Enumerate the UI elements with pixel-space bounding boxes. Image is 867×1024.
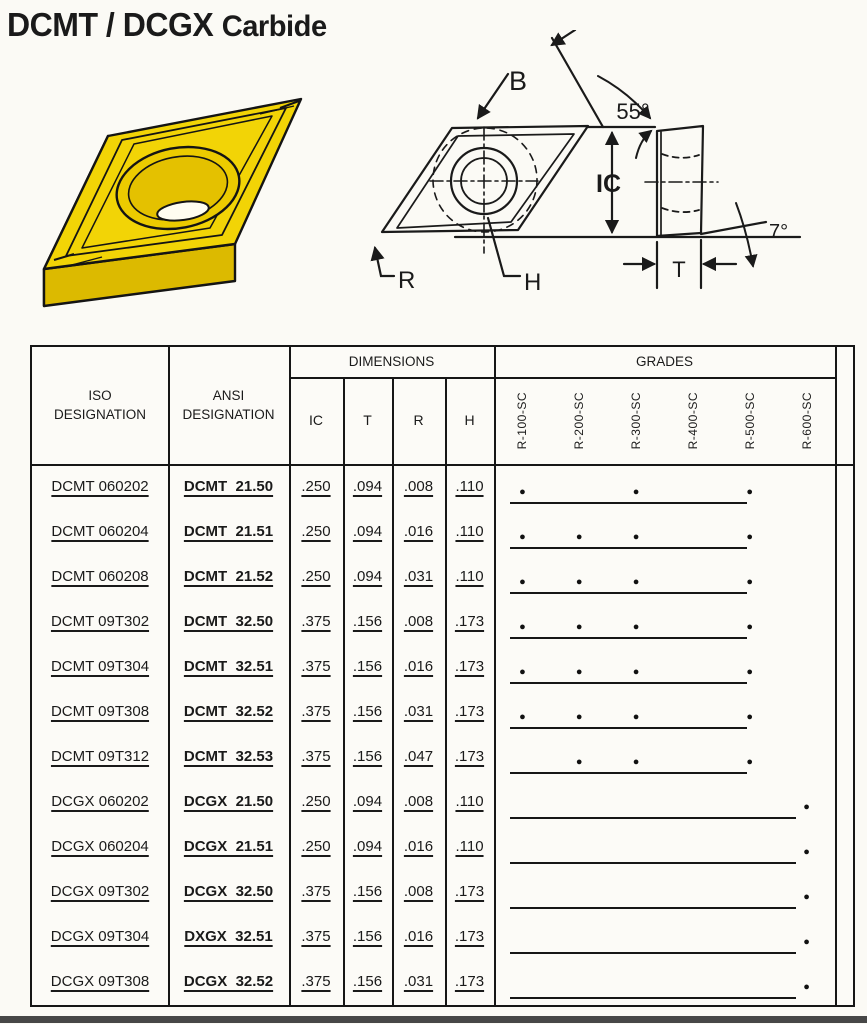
- dim-r: .031: [403, 703, 434, 720]
- grade-dot: ●: [803, 845, 810, 858]
- grade-underline: [510, 547, 747, 549]
- header-ic: IC: [309, 412, 323, 429]
- grade-dot: ●: [575, 620, 583, 633]
- grade-dot: ●: [519, 620, 526, 633]
- title-part-models: DCMT / DCGX: [7, 6, 222, 43]
- grade-underline: [510, 997, 796, 999]
- dim-t: .094: [352, 568, 383, 585]
- grade-availability: [494, 734, 835, 779]
- iso-designation: DCMT 060204: [51, 523, 149, 540]
- table-row: [32, 914, 853, 959]
- insert-photo: [18, 58, 358, 328]
- grade-dot: ●: [519, 665, 526, 678]
- grade-underline: [510, 862, 796, 864]
- iso-designation: DCMT 09T312: [50, 748, 150, 765]
- iso-designation: DCMT 060208: [51, 568, 149, 585]
- front-view: [382, 126, 588, 253]
- dim-ic: .375: [301, 928, 331, 945]
- grade-dot: ●: [746, 755, 754, 768]
- dim-ic: .250: [301, 523, 331, 540]
- grade-dot: ●: [575, 665, 583, 678]
- dim-h: .110: [455, 568, 484, 585]
- dim-t: .156: [352, 748, 383, 765]
- ansi-designation: DCMT 21.51: [183, 523, 274, 540]
- grade-dot: ●: [575, 710, 583, 723]
- header-iso: ISO DESIGNATION: [53, 388, 146, 422]
- dim-ic: .250: [301, 478, 331, 495]
- dim-t: .156: [352, 973, 383, 990]
- grade-availability: [494, 554, 835, 599]
- table-row: [32, 734, 853, 779]
- ansi-designation: DCMT 32.53: [183, 748, 274, 765]
- table-row: [32, 464, 853, 509]
- grade-dot: ●: [519, 530, 526, 543]
- grade-dot: [778, 554, 835, 599]
- ansi-designation: DCGX 21.51: [183, 838, 274, 855]
- grade-column-headers: [494, 377, 835, 464]
- dim-h: .173: [454, 928, 485, 945]
- grade-underline: [510, 907, 796, 909]
- dim-r: .016: [403, 838, 434, 855]
- ansi-designation: DCGX 21.50: [183, 793, 274, 810]
- grade-availability: [494, 914, 835, 959]
- table-body: [32, 464, 853, 1005]
- grade-dot: ●: [575, 575, 583, 588]
- dimension-diagram: [360, 30, 867, 310]
- table-row: [32, 689, 853, 734]
- grade-dot: ●: [746, 620, 754, 633]
- label-h: H: [524, 269, 542, 296]
- dim-ic: .375: [301, 973, 331, 990]
- dim-ic: .375: [301, 703, 331, 720]
- label-r: R: [398, 267, 416, 294]
- grade-availability: [494, 509, 835, 554]
- iso-designation: DCMT 09T304: [50, 658, 150, 675]
- grade-dot: ●: [519, 485, 526, 498]
- grade-availability: [494, 644, 835, 689]
- table-row: [32, 554, 853, 599]
- dim-r: .016: [403, 928, 434, 945]
- insert-spec-table: [30, 345, 855, 1007]
- dim-ic: .250: [301, 568, 331, 585]
- grade-availability: [494, 464, 835, 509]
- dim-h: .173: [454, 883, 485, 900]
- table-row: [32, 644, 853, 689]
- label-7deg: 7°: [769, 221, 789, 243]
- dim-ic: .250: [301, 838, 331, 855]
- header-r: R: [413, 412, 424, 429]
- grade-dot: [778, 464, 835, 509]
- dim-ic: .375: [301, 748, 331, 765]
- table-row: [32, 869, 853, 914]
- header-t: T: [363, 412, 372, 429]
- grade-underline: [510, 952, 796, 954]
- table-row: [32, 959, 853, 1004]
- dim-t: .094: [352, 478, 383, 495]
- ansi-designation: DCMT 32.51: [183, 658, 274, 675]
- grade-dot: ●: [632, 620, 640, 633]
- grade-dot: ●: [519, 575, 526, 588]
- dim-t: .156: [352, 703, 383, 720]
- dim-r: .016: [403, 658, 434, 675]
- dim-t: .156: [352, 613, 383, 630]
- ansi-designation: DCMT 32.52: [183, 703, 274, 720]
- ansi-designation: DXGX 32.51: [184, 928, 273, 945]
- insert-3d-body: [44, 99, 301, 306]
- grade-dot: ●: [803, 890, 810, 903]
- dim-r: .008: [403, 793, 434, 810]
- iso-designation: DCGX 09T308: [50, 973, 150, 990]
- dim-r: .008: [403, 883, 434, 900]
- dim-h: .110: [455, 793, 484, 810]
- grade-dot: ●: [632, 530, 640, 543]
- table-row: [32, 599, 853, 644]
- dim-ic: .375: [301, 613, 331, 630]
- iso-designation: DCGX 09T304: [50, 928, 150, 945]
- dim-t: .156: [352, 883, 383, 900]
- grade-dot: ●: [632, 755, 640, 768]
- page-title: [7, 6, 327, 44]
- grade-underline: [510, 592, 747, 594]
- label-b: B: [508, 66, 528, 96]
- grade-underline: [510, 772, 747, 774]
- h-leader: [488, 218, 520, 276]
- label-55deg: 55°: [616, 99, 650, 124]
- side-view: [645, 126, 718, 236]
- dim-r: .031: [403, 568, 434, 585]
- dim-h: .110: [455, 523, 484, 540]
- grade-dot: ●: [575, 530, 583, 543]
- dim-h: .110: [455, 478, 484, 495]
- dim-r: .031: [403, 973, 434, 990]
- ansi-designation: DCMT 21.50: [183, 478, 274, 495]
- r-leader: [375, 248, 394, 276]
- dim-r: .016: [403, 523, 434, 540]
- header-dimensions: DIMENSIONS: [348, 353, 435, 369]
- dim-t: .156: [352, 928, 383, 945]
- grade-dot: ●: [803, 800, 810, 813]
- table-row: [32, 779, 853, 824]
- clearance-angle-7: [701, 203, 766, 266]
- grade-dot: ●: [746, 665, 754, 678]
- grade-dot: ●: [746, 530, 754, 543]
- grade-dot: [778, 509, 835, 554]
- grade-col-header: R-100-SC: [515, 391, 530, 450]
- grade-dot: [778, 599, 835, 644]
- iso-designation: DCGX 09T302: [50, 883, 150, 900]
- dim-t: .156: [352, 658, 383, 675]
- grade-availability: [494, 959, 835, 1004]
- dim-h: .110: [455, 838, 484, 855]
- dim-h: .173: [454, 973, 485, 990]
- grade-dot: ●: [746, 485, 754, 498]
- page-footer-bar: [0, 1016, 867, 1023]
- dim-r: .008: [403, 613, 434, 630]
- grade-col-header: R-600-SC: [799, 391, 814, 450]
- dim-h: .173: [454, 748, 485, 765]
- grade-dot: [778, 644, 835, 689]
- grade-col-header: R-500-SC: [742, 391, 757, 450]
- dim-h: .173: [454, 703, 485, 720]
- dim-t: .094: [352, 838, 383, 855]
- iso-designation: DCMT 09T302: [50, 613, 150, 630]
- dim-r: .047: [403, 748, 434, 765]
- iso-designation: DCMT 060202: [51, 478, 149, 495]
- grade-availability: [494, 599, 835, 644]
- grade-underline: [510, 637, 747, 639]
- ansi-designation: DCGX 32.52: [183, 973, 274, 990]
- grade-availability: [494, 869, 835, 914]
- grade-col-header: R-200-SC: [572, 391, 587, 450]
- grade-underline: [510, 682, 747, 684]
- grade-underline: [510, 817, 796, 819]
- grade-dot: ●: [575, 755, 583, 768]
- grade-col-header: R-300-SC: [629, 391, 644, 450]
- grade-dot: ●: [632, 485, 640, 498]
- grade-availability: [494, 779, 835, 824]
- dim-r: .008: [403, 478, 434, 495]
- dim-ic: .375: [301, 883, 331, 900]
- iso-designation: DCGX 060202: [51, 793, 149, 810]
- grade-dot: [778, 734, 835, 779]
- grade-dot: ●: [746, 575, 754, 588]
- dim-ic: .375: [301, 658, 331, 675]
- table-row: [32, 509, 853, 554]
- header-ansi: ANSI DESIGNATION: [182, 388, 275, 422]
- ansi-designation: DCGX 32.50: [183, 883, 274, 900]
- dim-h: .173: [454, 658, 485, 675]
- grade-dot: ●: [746, 710, 754, 723]
- grade-availability: [494, 689, 835, 734]
- grade-underline: [510, 502, 747, 504]
- grade-dot: ●: [632, 575, 640, 588]
- ansi-designation: DCMT 21.52: [183, 568, 274, 585]
- label-ic: IC: [596, 170, 621, 198]
- inscribed-circle-dashed: [433, 128, 537, 232]
- ansi-designation: DCMT 32.50: [183, 613, 274, 630]
- grade-col-header: R-400-SC: [685, 391, 700, 450]
- grade-dot: ●: [803, 935, 810, 948]
- iso-designation: DCMT 09T308: [50, 703, 150, 720]
- grade-dot: ●: [519, 710, 526, 723]
- grade-underline: [510, 727, 747, 729]
- title-part-material: Carbide: [221, 10, 327, 43]
- label-t: T: [672, 257, 686, 282]
- grade-dot: ●: [632, 665, 640, 678]
- header-grades: GRADES: [635, 353, 693, 369]
- iso-designation: DCGX 060204: [51, 838, 149, 855]
- dim-t: .094: [352, 793, 383, 810]
- dim-ic: .250: [301, 793, 331, 810]
- dim-t: .094: [352, 523, 383, 540]
- grade-dot: ●: [632, 710, 640, 723]
- grade-dot: ●: [803, 980, 810, 993]
- header-h: H: [464, 412, 475, 429]
- grade-dot: [778, 689, 835, 734]
- table-row: [32, 824, 853, 869]
- dim-h: .173: [454, 613, 485, 630]
- grade-availability: [494, 824, 835, 869]
